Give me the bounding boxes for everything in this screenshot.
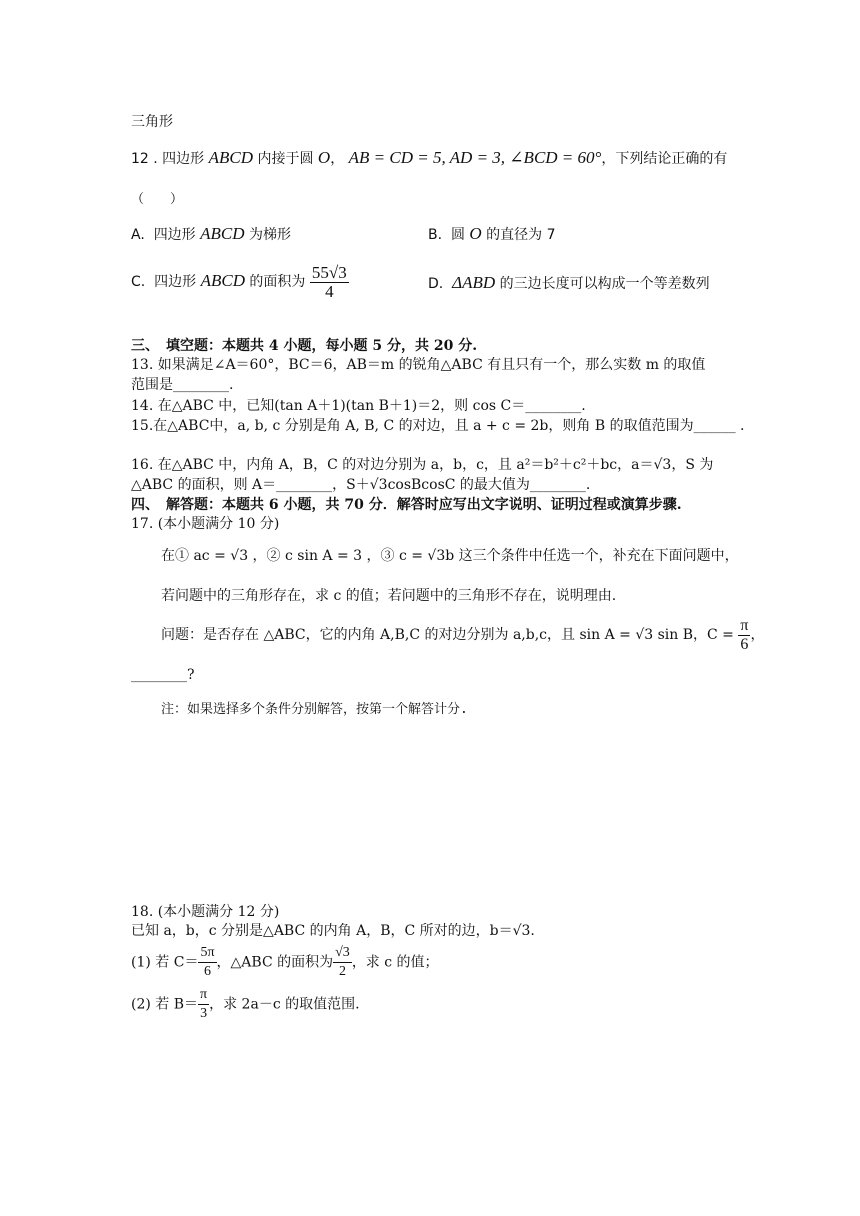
q12-option-d: D. ΔABD 的三边长度可以构成一个等差数列 (428, 273, 710, 292)
q12-option-a: A. 四边形 ABCD 为梯形 (131, 224, 291, 243)
q18-part2: (2) 若 B＝ $\frac{\pi}{3}$ ，求 2a－c 的取值范围. (131, 987, 360, 1021)
q18-area-fraction: $\frac{√3}{2}$ (335, 945, 350, 979)
q17-problem: 问题：是否存在 △ABC，它的内角 A,B,C 的对边分别为 a,b,c，且 sin A = √3 sin B，C = $\frac{\pi}{6}$ ， (161, 616, 765, 653)
q16-line1: 16. 在△ABC 中，内角 A，B，C 的对边分别为 a，b，c，且 a²＝b²＋c²＋bc，a＝√3，S 为 (131, 457, 714, 473)
q12-option-b: B. 圆 O 的直径为 7 (428, 224, 556, 243)
q17-instruction: 若问题中的三角形存在，求 c 的值；若问题中的三角形不存在，说明理由. (161, 588, 617, 604)
q17-angle-c-fraction: $\frac{\pi}{6}$ (740, 616, 749, 653)
section-4-heading: 四、 解答题：本题共 6 小题，共 70 分．解答时应写出文字说明、证明过程或演算步骤. (131, 497, 682, 513)
q12-area-fraction: $\frac{55√3}{4}$ (311, 262, 347, 301)
q17-title: 17. (本小题满分 10 分) (131, 516, 280, 532)
section-3-heading: 三、 填空题：本题共 4 小题，每小题 5 分，共 20 分. (131, 338, 478, 354)
q12-condition: AB = CD = 5, AD = 3, ∠BCD = 60° (348, 148, 602, 167)
q12-stem: 12 . 四边形 ABCD 内接于圆 O， AB = CD = 5, AD = 3, ∠BCD = 60°，下列结论正确的有 (131, 148, 728, 167)
q18-title: 18. (本小题满分 12 分) (131, 904, 280, 920)
q17-answer-blank: ________? (131, 667, 195, 683)
q17-note: 注：如果选择多个条件分别解答，按第一个解答计分. (161, 702, 468, 717)
q18-part1: (1) 若 C＝ $\frac{5\pi}{6}$ ，△ABC 的面积为 $\frac{√3}{2}$ ，求 c 的值； (131, 945, 439, 979)
q14: 14. 在△ABC 中，已知(tan A＋1)(tan B＋1)＝2，则 cos C＝________. (131, 398, 586, 414)
q13-line1: 13. 如果满足∠A＝60°，BC＝6，AB＝m 的锐角△ABC 有且只有一个，那么实数 m 的取值 (131, 357, 706, 373)
q15: 15.在△ABC中，a, b, c 分别是角 A, B, C 的对边，且 a + c = 2b，则角 B 的取值范围为______ . (131, 418, 745, 434)
q18-stem: 已知 a，b，c 分别是△ABC 的内角 A，B，C 所对的边，b＝√3. (131, 923, 535, 939)
q18-angle-c-fraction: $\frac{5\pi}{6}$ (200, 945, 215, 979)
q16-line2: △ABC 的面积，则 A＝________，S＋√3cosBcosC 的最大值为________. (131, 477, 591, 493)
q13-line2: 范围是________. (131, 377, 234, 393)
q12-option-c: C. 四边形 ABCD 的面积为 $\frac{55√3}{4}$ (131, 262, 347, 301)
q17-conditions: 在① ac = √3 ，② c sin A = 3 ，③ c = √3b 这三个条件中任选一个，补充在下面问题中， (161, 548, 739, 564)
q18-angle-b-fraction: $\frac{\pi}{3}$ (200, 987, 208, 1021)
previous-question-tail: 三角形 (131, 114, 173, 130)
q12-answer-paren: （ ） (131, 192, 184, 207)
